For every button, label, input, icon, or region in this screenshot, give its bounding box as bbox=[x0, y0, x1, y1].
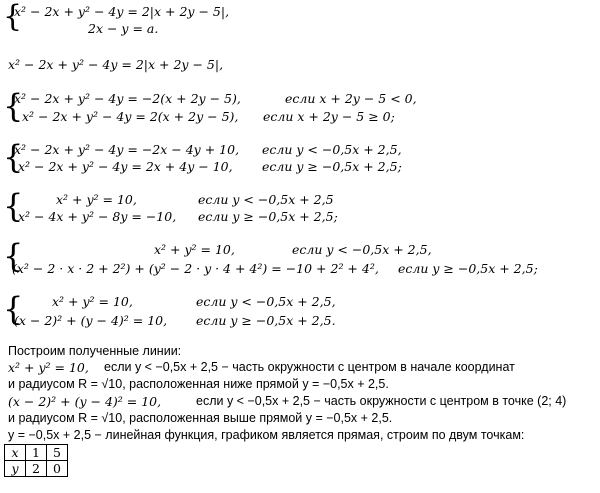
case3-eq-a: x² + y² = 10, bbox=[56, 192, 137, 207]
table-head-x: x bbox=[5, 445, 26, 461]
case2-eq-b: x² − 2x + y² − 4y = 2x + 4y − 10, bbox=[18, 159, 233, 174]
table-head-y: y bbox=[5, 461, 26, 477]
value-table bbox=[4, 444, 68, 477]
table-cell: 2 bbox=[26, 461, 47, 477]
table-row bbox=[5, 445, 68, 461]
case2-cond-a: если y < −0,5x + 2,5, bbox=[262, 142, 402, 157]
case1-eq-b: x² − 2x + y² − 4y = 2(x + 2y − 5), bbox=[22, 109, 239, 124]
system-eq2: 2x − y = a. bbox=[88, 21, 159, 36]
case1-brace: { bbox=[3, 87, 24, 125]
case3-cond-b: если y ≥ −0,5x + 2,5; bbox=[198, 209, 338, 224]
case3-eq-b: x² − 4x + y² − 8y = −10, bbox=[18, 209, 177, 224]
system-eq1: x² − 2x + y² − 4y = 2|x + 2y − 5|, bbox=[14, 4, 230, 19]
case4-cond-a: если y < −0,5x + 2,5, bbox=[292, 242, 432, 257]
case2-eq-a: x² − 2x + y² − 4y = −2x − 4y + 10, bbox=[14, 142, 240, 157]
table-cell: 1 bbox=[26, 445, 47, 461]
text-line-3: и радиусом R = √10, расположенная ниже прямой y = −0,5x + 2,5. bbox=[8, 377, 389, 391]
case5-brace: { bbox=[3, 290, 24, 328]
first-equation: x² − 2x + y² − 4y = 2|x + 2y − 5|, bbox=[8, 57, 224, 72]
case3-brace: { bbox=[3, 187, 24, 225]
case5-eq-a: x² + y² = 10, bbox=[52, 294, 133, 309]
case1-cond-b: если x + 2y − 5 ≥ 0; bbox=[263, 109, 395, 124]
system-brace: { bbox=[3, 0, 23, 34]
text-line-6: y = −0,5x + 2,5 − линейная функция, графиком является прямая, строим по двум точкам: bbox=[8, 428, 525, 442]
case4-cond-b: если y ≥ −0,5x + 2,5; bbox=[398, 261, 538, 276]
text-line-2b: если y < −0,5x + 2,5 − часть окружности с центром в начале координат bbox=[104, 360, 515, 374]
text-line-5: и радиусом R = √10, расположенная выше прямой y = −0,5x + 2,5. bbox=[8, 411, 393, 425]
case3-cond-a: если y < −0,5x + 2,5 bbox=[198, 192, 334, 207]
case5-cond-b: если y ≥ −0,5x + 2,5. bbox=[196, 313, 336, 328]
case4-brace: { bbox=[3, 237, 24, 275]
table-row bbox=[5, 461, 68, 477]
text-line-4b: если y < −0,5x + 2,5 − часть окружности с центром в точке (2; 4) bbox=[196, 394, 567, 408]
table-cell: 0 bbox=[47, 461, 68, 477]
text-line-1: Построим полученные линии: bbox=[8, 344, 182, 358]
case4-eq-b: (x² − 2 · x · 2 + 2²) + (y² − 2 · y · 4 + 4²) = −10 + 2² + 4², bbox=[12, 261, 379, 276]
case1-cond-a: если x + 2y − 5 < 0, bbox=[285, 91, 417, 106]
case2-brace: { bbox=[3, 138, 24, 176]
case4-eq-a: x² + y² = 10, bbox=[154, 242, 235, 257]
case5-eq-b: (x − 2)² + (y − 4)² = 10, bbox=[14, 313, 168, 328]
table-cell: 5 bbox=[47, 445, 68, 461]
case5-cond-a: если y < −0,5x + 2,5, bbox=[196, 294, 336, 309]
case1-eq-a: x² − 2x + y² − 4y = −2(x + 2y − 5), bbox=[14, 91, 241, 106]
text-line-2a: x² + y² = 10, bbox=[8, 360, 89, 375]
text-line-4a: (x − 2)² + (y − 4)² = 10, bbox=[8, 394, 162, 409]
case2-cond-b: если y ≥ −0,5x + 2,5; bbox=[262, 159, 402, 174]
